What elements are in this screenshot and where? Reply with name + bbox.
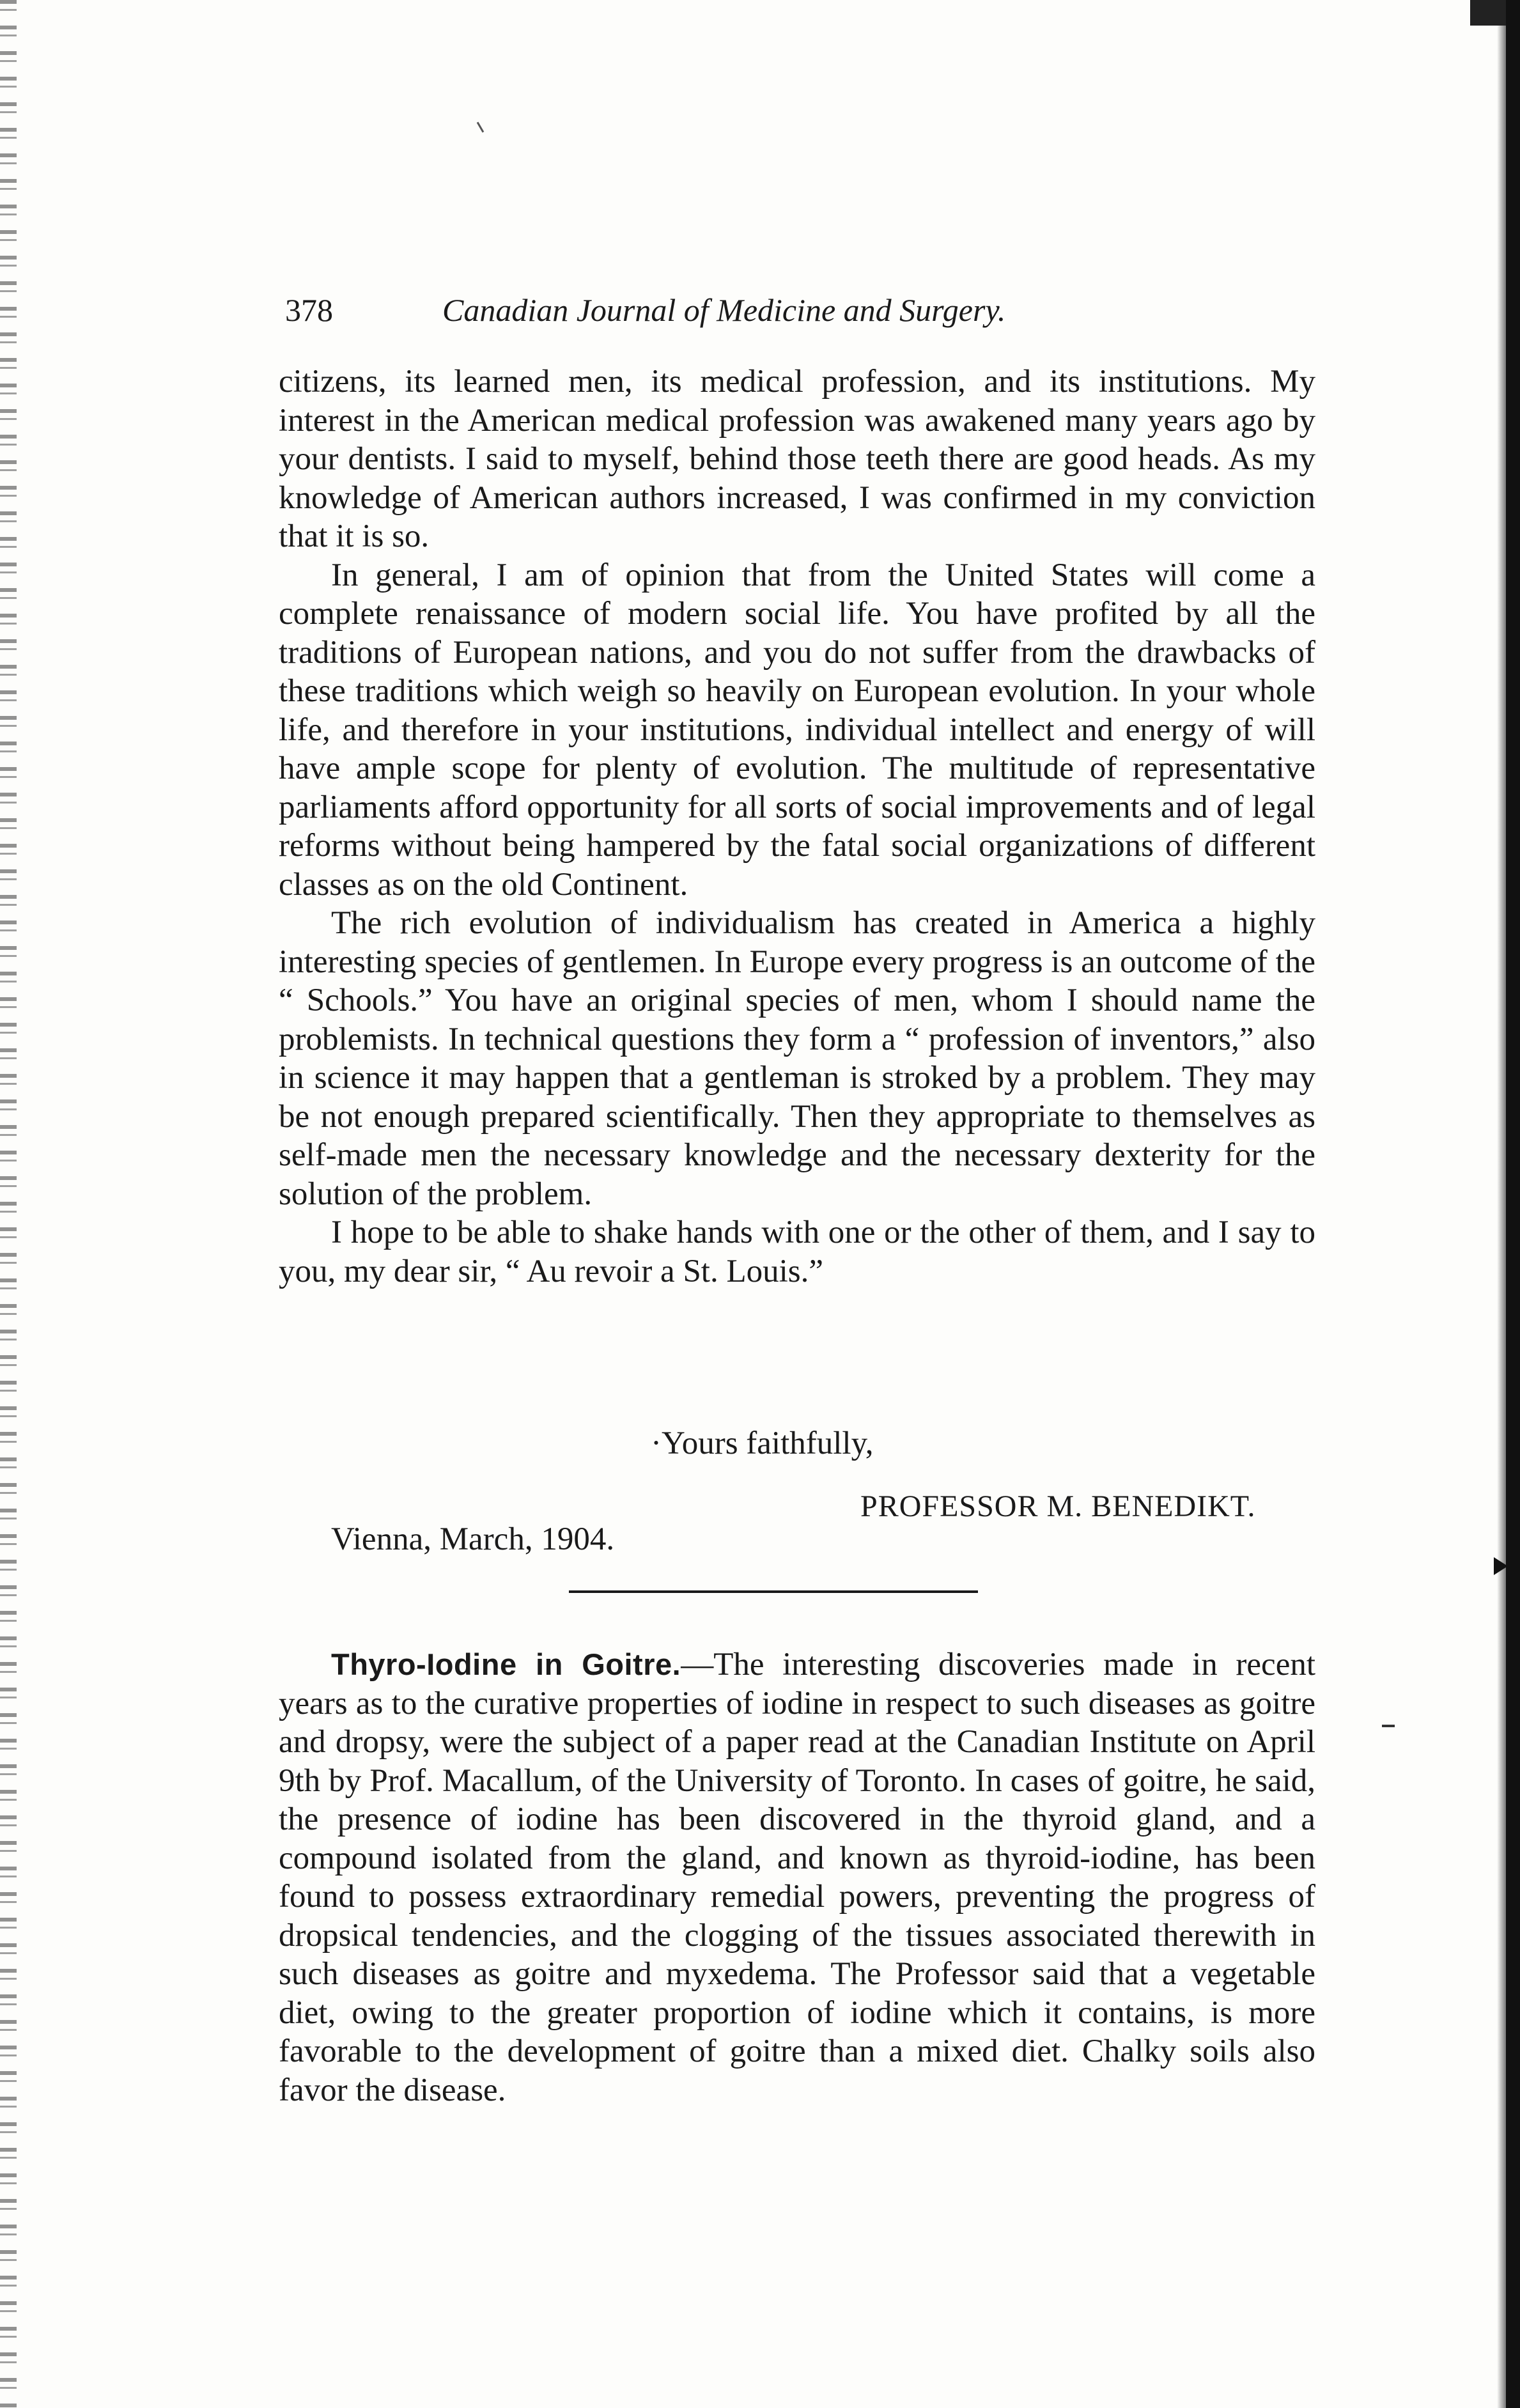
scan-right-shadow [1497, 0, 1506, 2408]
stray-mark [477, 121, 485, 132]
scan-corner-mark [1470, 0, 1506, 26]
letter-closing: ·Yours faithfully, [651, 1425, 874, 1461]
letter-paragraph: The rich evolution of individualism has created in America a highly interesting species of gentlemen. In Europe every progress is an outcome of the “ Schools.” You have an original species of men, whom I should name the problemists. In technical questions they form a “ profession of inventors,” also in science it may happen that a gentleman is stroked by a problem. They may be not enough prepared scientifically. Then they appropriate to themselves as self-made men the necessary knowledge and the necessary dexterity for the solution of the problem. [279, 905, 1315, 1212]
margin-dash-mark [1382, 1725, 1395, 1727]
scan-right-edge [1506, 0, 1520, 2408]
page-number: 378 [285, 292, 333, 328]
letter-body [279, 362, 1315, 1291]
journal-title: Canadian Journal of Medicine and Surgery. [442, 292, 1006, 328]
article-paragraph [279, 1645, 1315, 2109]
section-divider [569, 1590, 978, 1593]
article-body [279, 1645, 1315, 2109]
letter-paragraph: In general, I am of opinion that from the United States will come a complete renaissance of modern social life. You have profited by all the traditions of European nations, and you do not suffer from the drawbacks of these traditions which weigh so heavily on European evolution. In your whole life, and therefore in your institutions, individual intellect and energy of will have ample scope for plenty of evolution. The multitude of representative parliaments afford opportunity for all sorts of social improvements and of legal reforms without being hampered by the fatal social organizations of different classes as on the old Continent. [279, 557, 1315, 903]
article-heading: Thyro-Iodine in Goitre. [331, 1647, 681, 1681]
margin-arrow-mark [1494, 1557, 1508, 1575]
letter-dateline: Vienna, March, 1904. [331, 1521, 615, 1557]
letter-paragraph: citizens, its learned men, its medical profession, and its institutions. My interest in the American medical profession was awakened many years ago by your dentists. I said to myself, behind those teeth there are good heads. As my knowledge of American authors increased, I was confirmed in my conviction that it is so. [279, 364, 1315, 554]
letter-paragraph: I hope to be able to shake hands with one or the other of them, and I say to you, my dear sir, “ Au revoir a St. Louis.” [279, 1215, 1315, 1289]
scan-left-edge [0, 0, 17, 2408]
letter-signature: PROFESSOR M. BENEDIKT. [860, 1489, 1256, 1523]
article-text: —The interesting discoveries made in recent years as to the curative properties of iodine in respect to such diseases as goitre and dropsy, were the subject of a paper read at the Canadian Institute on April 9th by Prof. Macallum, of the University of Toronto. In cases of goitre, he said, the presence of iodine has been discovered in the thyroid gland, and a compound isolated from the gland, and known as thyroid-iodine, has been found to possess extraordinary remedial powers, preventing the progress of dropsical tendencies, and the clogging of the tissues associated therewith in such diseases as goitre and myxedema. The Professor said that a vegetable diet, owing to the greater proportion of iodine which it contains, is more favorable to the development of goitre than a mixed diet. Chalky soils also favor the disease. [279, 1647, 1315, 2108]
